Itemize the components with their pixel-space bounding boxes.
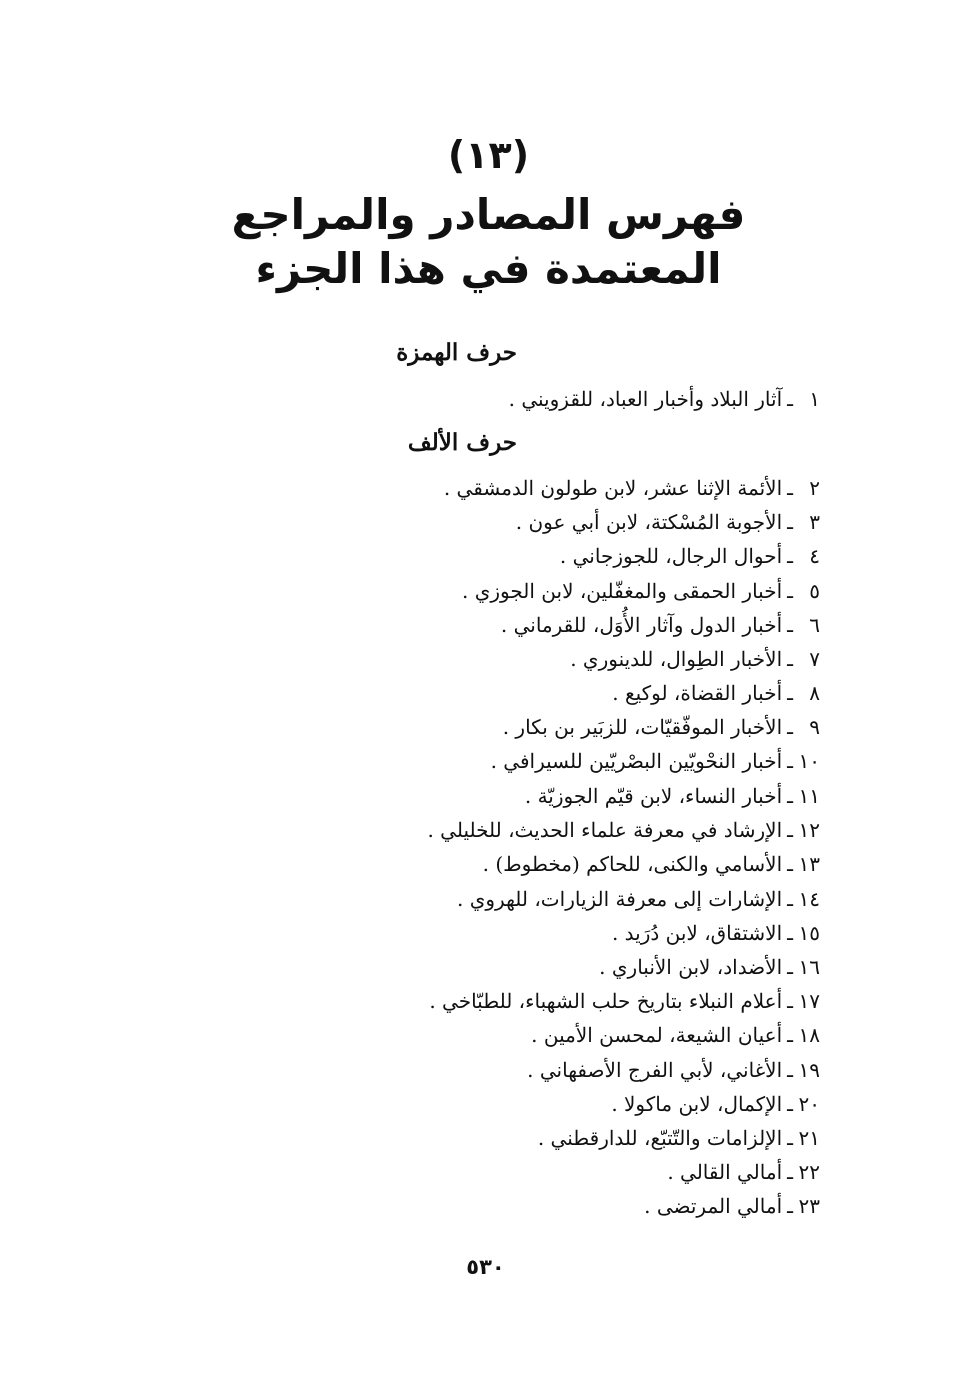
entry-text: الأسامي والكنى، للحاكم (مخطوط) . xyxy=(482,852,783,876)
page-title-line-2: المعتمدة في هذا الجزء xyxy=(255,244,722,293)
entry-text: أخبار الدول وآثار الأُوَل، للقرماني . xyxy=(500,613,783,637)
list-item: ٥ـأخبار الحمقى والمغفّلين، لابن الجوزي . xyxy=(462,576,820,606)
entry-number: ١٠ xyxy=(798,749,820,773)
entry-number: ٢١ xyxy=(798,1126,820,1150)
list-item: ١٧ـأعلام النبلاء بتاريخ حلب الشهباء، للطبّاخي . xyxy=(429,986,820,1016)
entry-number: ٣ xyxy=(809,510,820,534)
list-item: ١٠ـأخبار النحْويّين البصْريّين للسيرافي . xyxy=(491,746,820,776)
page-title-line-1: فهرس المصادر والمراجع xyxy=(231,190,746,239)
entry-text: أخبار الحمقى والمغفّلين، لابن الجوزي . xyxy=(462,579,783,603)
entry-number: ٢٣ xyxy=(798,1194,820,1218)
entry-number: ١٨ xyxy=(798,1023,820,1047)
list-item: ١٩ـالأغاني، لأبي الفرج الأصفهاني . xyxy=(527,1055,820,1085)
entry-number: ١٣ xyxy=(798,852,820,876)
list-item: ١٢ـالإرشاد في معرفة علماء الحديث، للخليلي . xyxy=(427,815,820,845)
entry-number: ١١ xyxy=(798,784,820,808)
list-item: ١٥ـالاشتقاق، لابن دُرَيد . xyxy=(612,918,820,948)
entry-number: ٥ xyxy=(809,579,820,603)
entry-number: ٦ xyxy=(809,613,820,637)
section-heading-hamza: حرف الهمزة xyxy=(396,339,517,366)
entry-number: ٢٠ xyxy=(798,1092,820,1116)
list-item: ٨ـأخبار القضاة، لوكيع . xyxy=(612,678,820,708)
list-item: ٤ـأحوال الرجال، للجوزجاني . xyxy=(560,541,820,571)
entry-number: ١٤ xyxy=(798,887,820,911)
list-item: ٢٣ـأمالي المرتضى . xyxy=(644,1191,820,1221)
entry-text: أخبار النساء، لابن قيّم الجوزيّة . xyxy=(524,784,783,808)
list-item: ٦ـأخبار الدول وآثار الأُوَل، للقرماني . xyxy=(501,610,820,640)
list-item: ٢٠ـالإكمال، لابن ماكولا . xyxy=(611,1089,820,1119)
page-number: ٥٣٠ xyxy=(466,1255,505,1279)
entry-number: ٩ xyxy=(809,715,820,739)
list-item: ١٦ـالأضداد، لابن الأنباري . xyxy=(599,952,820,982)
entry-number: ٤ xyxy=(809,544,820,568)
list-item: ١٤ـالإشارات إلى معرفة الزيارات، للهروي . xyxy=(457,884,820,914)
entry-text: الإكمال، لابن ماكولا . xyxy=(611,1092,783,1116)
list-item: ١٣ـالأسامي والكنى، للحاكم (مخطوط) . xyxy=(483,849,820,879)
list-item: ١١ـأخبار النساء، لابن قيّم الجوزيّة . xyxy=(525,781,820,811)
list-item: ١٨ـأعيان الشيعة، لمحسن الأمين . xyxy=(531,1020,820,1050)
entry-number: ١ xyxy=(809,387,820,411)
entry-number: ١٢ xyxy=(798,818,820,842)
entry-number: ٧ xyxy=(809,647,820,671)
entry-number: ٢ xyxy=(809,476,820,500)
entry-number: ١٩ xyxy=(798,1058,820,1082)
entry-text: أحوال الرجال، للجوزجاني . xyxy=(559,544,783,568)
entry-text: أعيان الشيعة، لمحسن الأمين . xyxy=(531,1023,783,1047)
entry-number: ٨ xyxy=(809,681,820,705)
entry-text: الأئمة الإثنا عشر، لابن طولون الدمشقي . xyxy=(443,476,783,500)
entry-text: آثار البلاد وأخبار العباد، للقزويني . xyxy=(508,387,783,411)
entry-text: أمالي المرتضى . xyxy=(644,1194,783,1218)
list-item: ٧ـالأخبار الطِوال، للدينوري . xyxy=(570,644,820,674)
entry-text: الإشارات إلى معرفة الزيارات، للهروي . xyxy=(457,887,783,911)
entry-text: أخبار القضاة، لوكيع . xyxy=(612,681,783,705)
entry-number: ١٧ xyxy=(798,989,820,1013)
entry-text: الأغاني، لأبي الفرج الأصفهاني . xyxy=(527,1058,783,1082)
list-item: ٢٢ـأمالي القالي . xyxy=(667,1157,820,1187)
list-item: ١ـآثار البلاد وأخبار العباد، للقزويني . xyxy=(509,384,820,414)
entry-number: ١٦ xyxy=(798,955,820,979)
entry-number: ١٥ xyxy=(798,921,820,945)
entry-text: الأجوبة المُسْكتة، لابن أبي عون . xyxy=(515,510,783,534)
entry-text: الإرشاد في معرفة علماء الحديث، للخليلي . xyxy=(427,818,783,842)
entry-text: أخبار النحْويّين البصْريّين للسيرافي . xyxy=(490,749,783,773)
entry-text: أمالي القالي . xyxy=(667,1160,783,1184)
chapter-number: (١٣) xyxy=(447,133,530,177)
entry-text: أعلام النبلاء بتاريخ حلب الشهباء، للطبّاخي . xyxy=(429,989,783,1013)
entry-number: ٢٢ xyxy=(798,1160,820,1184)
entry-text: الأخبار الموفّقيّات، للزبَير بن بكار . xyxy=(502,715,783,739)
entry-text: الأضداد، لابن الأنباري . xyxy=(599,955,783,979)
entry-text: الاشتقاق، لابن دُرَيد . xyxy=(611,921,783,945)
list-item: ٣ـالأجوبة المُسْكتة، لابن أبي عون . xyxy=(516,507,820,537)
list-item: ٢١ـالإلزامات والتّتبّع، للدارقطني . xyxy=(538,1123,820,1153)
list-item: ٢ـالأئمة الإثنا عشر، لابن طولون الدمشقي . xyxy=(444,473,820,503)
entry-text: الإلزامات والتّتبّع، للدارقطني . xyxy=(537,1126,783,1150)
list-item: ٩ـالأخبار الموفّقيّات، للزبَير بن بكار . xyxy=(503,712,820,742)
section-heading-alif: حرف الألف xyxy=(407,429,517,456)
entry-text: الأخبار الطِوال، للدينوري . xyxy=(570,647,783,671)
